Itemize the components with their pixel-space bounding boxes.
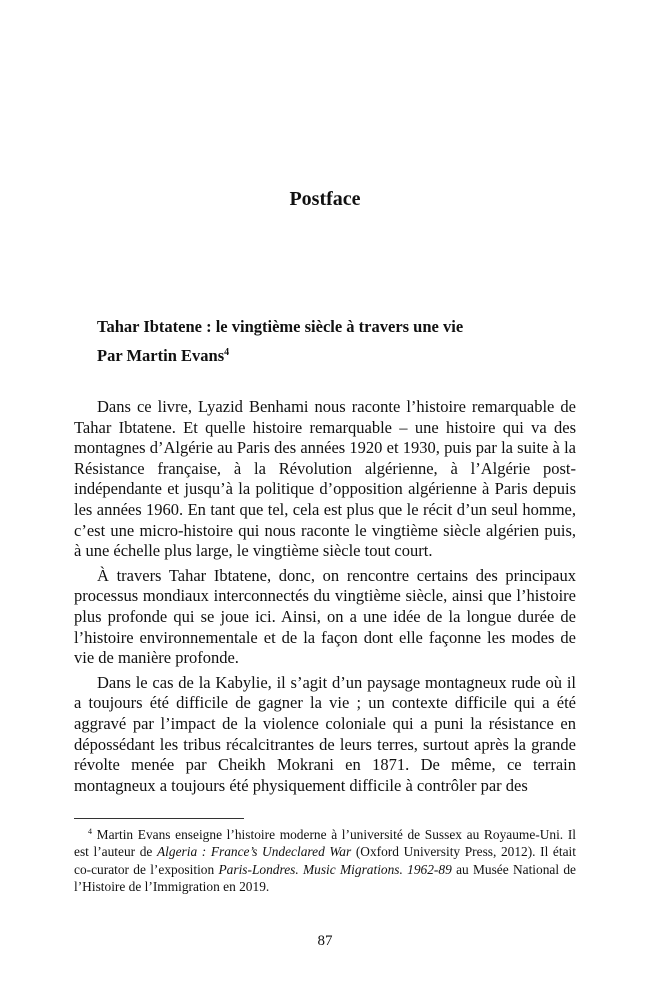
section-author [97, 343, 557, 368]
footnote [74, 826, 576, 896]
footnote-text: Martin Evans enseigne l’histoire moderne à l’université de Sussex au Royaume-Uni. Il est l’auteur de [74, 827, 576, 860]
footnote-reference[interactable]: 4 [224, 347, 230, 358]
footnote-marker: 4 [88, 827, 92, 836]
body-text [74, 397, 576, 796]
section-heading [97, 314, 557, 372]
section-title: Tahar Ibtatene : le vingtième siècle à travers une vie [97, 317, 464, 336]
footnote-text: (Oxford University Press, 2012). Il était co-curator de l’exposition [74, 844, 576, 877]
footnote-text: au Musée National de l’Histoire de l’Immigration en 2019. [74, 861, 576, 895]
footnote-divider [74, 818, 244, 819]
footnote-exhibition-title: Paris-Londres. Music Migrations. 1962-89 [218, 861, 452, 877]
paragraph: À travers Tahar Ibtatene, donc, on rencontre certains des principaux processus mondiaux interconnectés du vingtième siècle, ainsi que l’histoire plus profonde qui se joue ici. Ainsi, on a une idée de la longue durée de l’histoire environnementale et de la façon dont elle façonne les modes de vie de manière profonde. [74, 565, 576, 668]
paragraph: Dans le cas de la Kabylie, il s’agit d’un paysage montagneux rude où il a toujours été difficile de gagner la vie ; un contexte difficile qui a été aggravé par l’impact de la violence coloniale qui a puni la résistance en dépossédant les tribus récalcitrantes de leurs terres, surtout après la grande révolte menée par Cheikh Mokrani en 1871. De même, ce terrain montagneux a toujours été physiquement difficile à contrôler par des [74, 672, 576, 795]
chapter-title: Postface [289, 188, 361, 210]
paragraph: Dans ce livre, Lyazid Benhami nous raconte l’histoire remarquable de Tahar Ibtatene. Et quelle histoire remarquable – une histoire qui va des montagnes d’Algérie au Paris des années 1920 et 1930, puis par la suite à la Résistance française, à la Révolution algérienne, à l’Algérie post-indépendante et jusqu’à la politique d’opposition algérienne à Paris depuis les années 1960. En tant que tel, cela est plus que le récit d’un seul homme, c’est une micro-histoire qui nous raconte le vingtième siècle algérien puis, à une échelle plus large, le vingtième siècle tout court. [74, 397, 576, 561]
footnote-book-title: Algeria : France’s Undeclared War [156, 844, 352, 860]
author-byline: Par Martin Evans [97, 346, 225, 365]
page-number: 87 [317, 933, 333, 949]
